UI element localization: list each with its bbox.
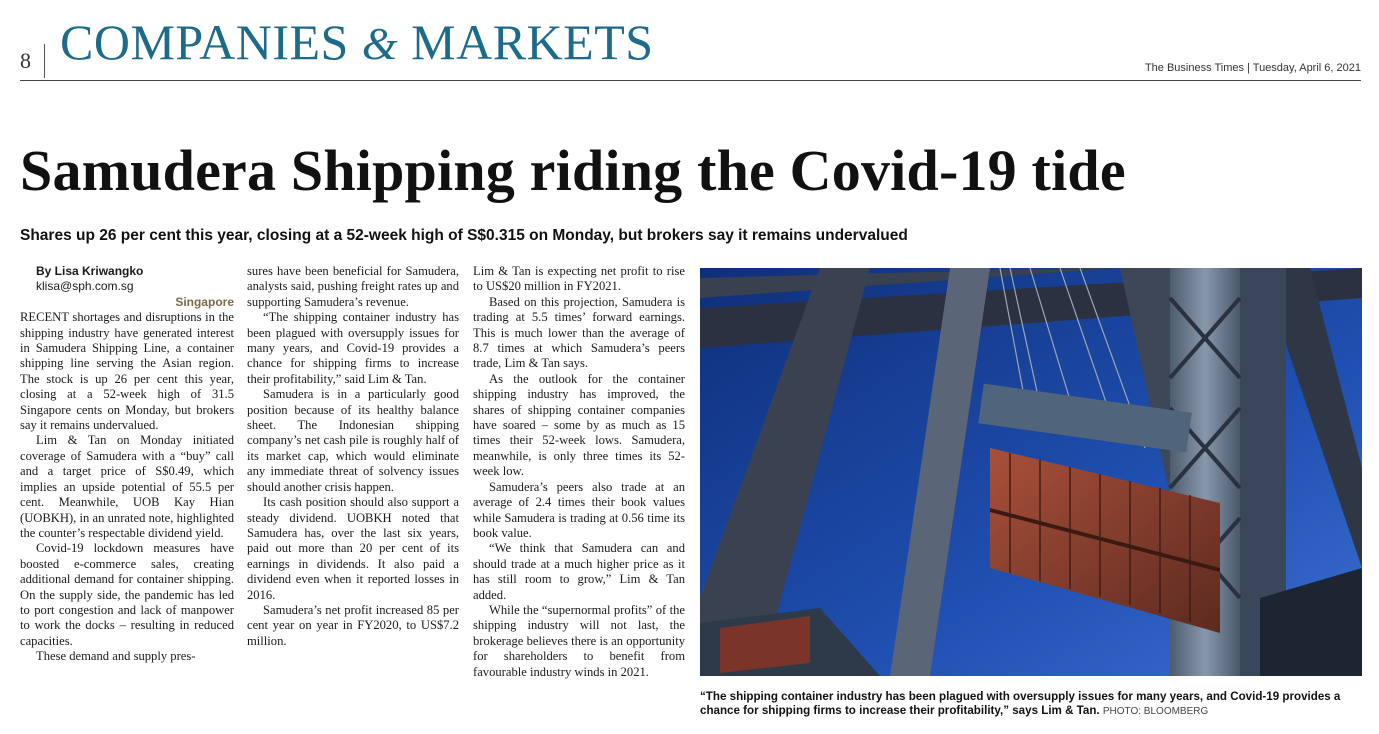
paragraph: As the outlook for the container shipping industry has improved, the shares of shipping container companies have soared – some by as much as 15 times their 52-week lows. Samudera, meanwhile, is only three times its 52-week low. [473, 371, 685, 479]
dateline: The Business Times | Tuesday, April 6, 2021 [1144, 62, 1361, 74]
paragraph: sures have been beneficial for Samudera, analysts said, pushing freight rates up and supporting Samudera’s revenue. [247, 264, 459, 309]
caption-text: “The shipping container industry has been plagued with oversupply issues for many years, and Covid-19 provides a chance for shipping firms to increase their profitability,” says Lim & Tan. [700, 690, 1341, 717]
page-number-divider [44, 44, 45, 78]
page-number: 8 [20, 48, 31, 73]
photo-credit: PHOTO: BLOOMBERG [1102, 706, 1209, 717]
section-title-part2: MARKETS [411, 14, 654, 70]
paragraph: While the “supernormal profits” of the shipping industry will not last, the brokerage believes there is an opportunity for shareholders to benefit from favourable industry winds in 2021. [473, 602, 685, 679]
article-photo [700, 268, 1362, 676]
paragraph: Samudera’s peers also trade at an average of 2.4 times their book values while Samudera is trading at 0.56 time its book value. [473, 479, 685, 540]
paragraph: RECENT shortages and disruptions in the shipping industry have generated interest in Samudera Shipping Line, a container shipping line serving the Asian region. The stock is up 26 per cent this year, closing at a 52-week high of 31.5 Singapore cents on Monday, but brokers say it remains undervalued. [20, 310, 234, 433]
paragraph: These demand and supply pres- [36, 649, 196, 664]
paragraph: Covid-19 lockdown measures have boosted e-commerce sales, creating additional demand for container shipping. On the supply side, the pandemic has led to port congestion and lack of manpower to work the docks – resulting in reduced capacities. [20, 541, 234, 648]
dateline-place: Singapore [175, 294, 234, 309]
paragraph: Lim & Tan is expecting net profit to rise to US$20 million in FY2021. [473, 264, 685, 294]
section-title [60, 14, 654, 72]
article-column-1 [20, 264, 234, 665]
section-title-ampersand: & [361, 18, 399, 69]
byline: By Lisa Kriwangko [36, 264, 144, 278]
author-email[interactable]: klisa@sph.com.sg [36, 279, 134, 294]
deck: Shares up 26 per cent this year, closing at a 52-week high of S$0.315 on Monday, but brokers say it remains undervalued [20, 227, 908, 244]
header-rule [20, 80, 1361, 81]
photo-caption [700, 690, 1362, 719]
paragraph: “We think that Samudera can and should trade at a much higher price as it has still room to grow,” Lim & Tan added. [473, 541, 685, 602]
paragraph: Samudera is in a particularly good position because of its healthy balance sheet. The Indonesian shipping company’s net cash pile is roughly half of its market cap, which would eliminate any immediate threat of solvency issues should another crisis happen. [247, 387, 459, 494]
paragraph: “The shipping container industry has been plagued with oversupply issues for many years, and Covid-19 provides a chance for shipping firms to increase their profitability,” said Lim & Tan. [247, 310, 459, 386]
article-column-2 [247, 264, 459, 649]
paragraph: Based on this projection, Samudera is trading at 5.5 times’ forward earnings. This is much lower than the average of 8.7 times at which Samudera’s peers trade, Lim & Tan says. [473, 294, 685, 371]
paragraph: Samudera’s net profit increased 85 per cent year on year in FY2020, to US$7.2 million. [247, 602, 459, 648]
paragraph: Its cash position should also support a steady dividend. UOBKH noted that Samudera has, over the last six years, paid out more than 20 per cent of its earnings in dividends. It also paid a dividend even when it reported losses in 2016. [247, 495, 459, 602]
section-title-part1: COMPANIES [60, 14, 349, 70]
article-column-3 [473, 264, 685, 680]
paragraph: Lim & Tan on Monday initiated coverage of Samudera with a “buy” call and a target price of S$0.49, which implies an upside potential of 55.5 per cent. Meanwhile, UOB Kay Hian (UOBKH), in an unrated note, highlighted the counter’s respectable dividend yield. [20, 433, 234, 540]
headline: Samudera Shipping riding the Covid-19 tide [20, 138, 1126, 203]
crane-container-illustration [700, 268, 1362, 676]
